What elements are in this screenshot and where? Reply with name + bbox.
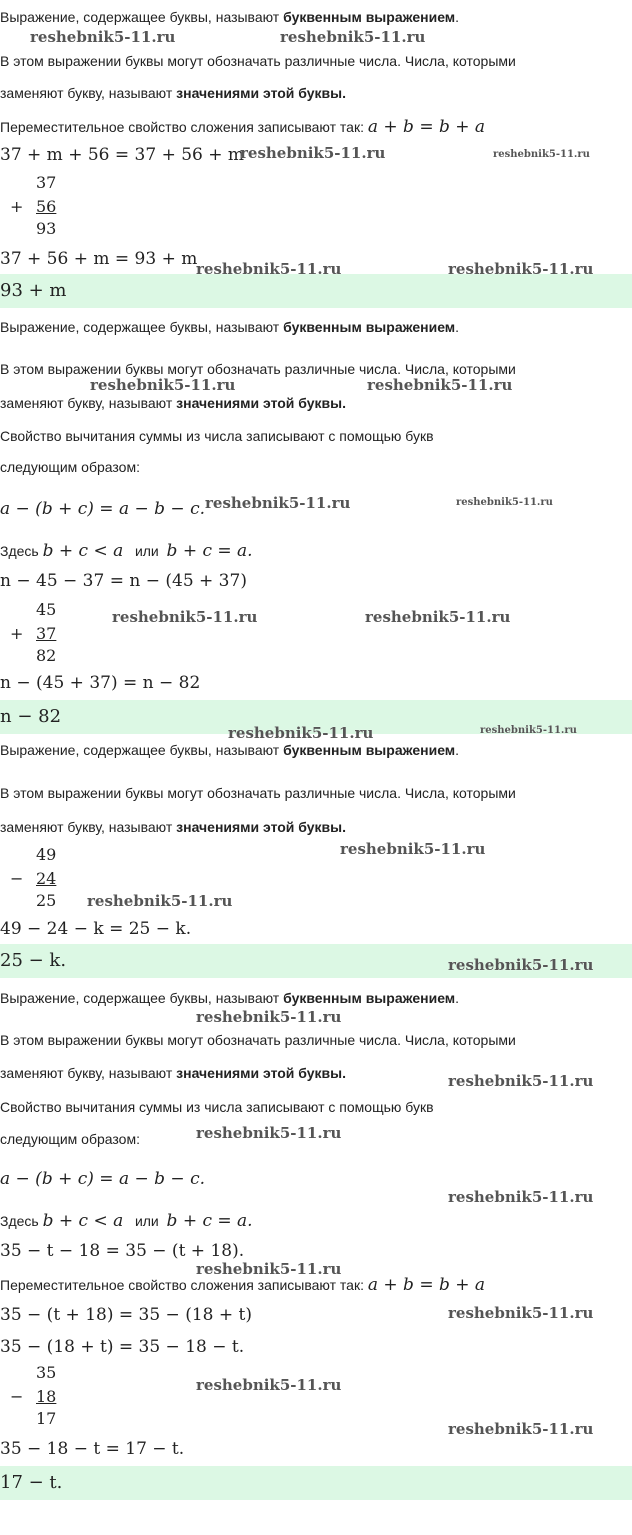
watermark: reshebnik5-11.ru — [456, 497, 553, 508]
watermark: reshebnik5-11.ru — [30, 28, 176, 46]
definition-text: Выражение, содержащее буквы, называют буквенным выражением. — [0, 319, 460, 335]
watermark: reshebnik5-11.ru — [280, 28, 426, 46]
subtraction-text-line1: Свойство вычитания суммы из числа записывают с помощью букв — [0, 1099, 434, 1115]
values-text-line2: заменяют букву, называют значениями этой буквы. — [0, 85, 346, 101]
definition-text: Выражение, содержащее буквы, называют буквенным выражением. — [0, 990, 460, 1006]
watermark: reshebnik5-11.ru — [196, 1376, 342, 1394]
values-text-line1: В этом выражении буквы могут обозначать различные числа. Числа, которыми — [0, 785, 516, 801]
watermark: reshebnik5-11.ru — [228, 724, 374, 742]
subtraction-formula: a − (b + c) = a − b − c. — [0, 499, 206, 519]
watermark: reshebnik5-11.ru — [112, 608, 258, 626]
subtraction-formula: a − (b + c) = a − b − c. — [0, 1169, 206, 1189]
s2-answer-box: n − 82 — [0, 700, 632, 734]
watermark: reshebnik5-11.ru — [196, 260, 342, 278]
watermark: reshebnik5-11.ru — [448, 1420, 594, 1438]
values-text-line2: заменяют букву, называют значениями этой буквы. — [0, 819, 346, 835]
watermark: reshebnik5-11.ru — [90, 376, 236, 394]
commutative-text: Переместительное свойство сложения записывают так: a + b = b + a — [0, 1275, 486, 1295]
values-text-line2: заменяют букву, называют значениями этой буквы. — [0, 1065, 346, 1081]
watermark: reshebnik5-11.ru — [87, 892, 233, 910]
watermark: reshebnik5-11.ru — [448, 1304, 594, 1322]
subtraction-text-line2: следующим образом: — [0, 459, 140, 475]
watermark: reshebnik5-11.ru — [365, 608, 511, 626]
s4-column-subtraction: 35 − 18 17 — [10, 1363, 57, 1428]
s4-answer-box: 17 − t. — [0, 1466, 632, 1500]
watermark: reshebnik5-11.ru — [196, 1260, 342, 1278]
watermark: reshebnik5-11.ru — [196, 1008, 342, 1026]
definition-text: Выражение, содержащее буквы, называют буквенным выражением. — [0, 742, 460, 758]
watermark: reshebnik5-11.ru — [480, 725, 577, 736]
s4-equation-2: 35 − (t + 18) = 35 − (18 + t) — [0, 1305, 252, 1325]
watermark: reshebnik5-11.ru — [340, 840, 486, 858]
watermark: reshebnik5-11.ru — [367, 376, 513, 394]
s1-equation-1: 37 + m + 56 = 37 + 56 + m — [0, 145, 245, 165]
here-condition: Здесь b + c < a или b + c = a. — [0, 1211, 253, 1231]
s1-column-addition: 37 + 56 93 — [10, 173, 57, 238]
watermark: reshebnik5-11.ru — [196, 1124, 342, 1142]
subtraction-text-line1: Свойство вычитания суммы из числа записывают с помощью букв — [0, 428, 434, 444]
s2-equation-2: n − (45 + 37) = n − 82 — [0, 673, 201, 693]
values-text-line1: В этом выражении буквы могут обозначать различные числа. Числа, которыми — [0, 1032, 516, 1048]
watermark: reshebnik5-11.ru — [205, 494, 351, 512]
watermark: reshebnik5-11.ru — [448, 260, 594, 278]
watermark: reshebnik5-11.ru — [448, 1188, 594, 1206]
s4-equation-4: 35 − 18 − t = 17 − t. — [0, 1439, 185, 1459]
here-condition: Здесь b + c < a или b + c = a. — [0, 541, 253, 561]
s4-equation-1: 35 − t − 18 = 35 − (t + 18). — [0, 1241, 245, 1261]
values-text-line2: заменяют букву, называют значениями этой буквы. — [0, 395, 346, 411]
s1-equation-2: 37 + 56 + m = 93 + m — [0, 249, 198, 269]
s3-equation-1: 49 − 24 − k = 25 − k. — [0, 919, 192, 939]
watermark: reshebnik5-11.ru — [493, 149, 590, 160]
s4-equation-3: 35 − (18 + t) = 35 − 18 − t. — [0, 1337, 245, 1357]
subtraction-text-line2: следующим образом: — [0, 1131, 140, 1147]
values-text-line1: В этом выражении буквы могут обозначать различные числа. Числа, которыми — [0, 53, 516, 69]
watermark: reshebnik5-11.ru — [240, 144, 386, 162]
s1-answer-box: 93 + m — [0, 274, 632, 308]
watermark: reshebnik5-11.ru — [448, 1072, 594, 1090]
s3-column-subtraction: 49 − 24 25 — [10, 845, 57, 910]
definition-text: Выражение, содержащее буквы, называют буквенным выражением. — [0, 9, 460, 25]
values-text-line1: В этом выражении буквы могут обозначать различные числа. Числа, которыми — [0, 361, 516, 377]
s2-equation-1: n − 45 − 37 = n − (45 + 37) — [0, 571, 247, 591]
s2-column-addition: 45 + 37 82 — [10, 600, 57, 665]
s3-answer-box: 25 − k. — [0, 944, 632, 978]
watermark: reshebnik5-11.ru — [448, 956, 594, 974]
commutative-text: Переместительное свойство сложения записывают так: a + b = b + a — [0, 117, 486, 137]
